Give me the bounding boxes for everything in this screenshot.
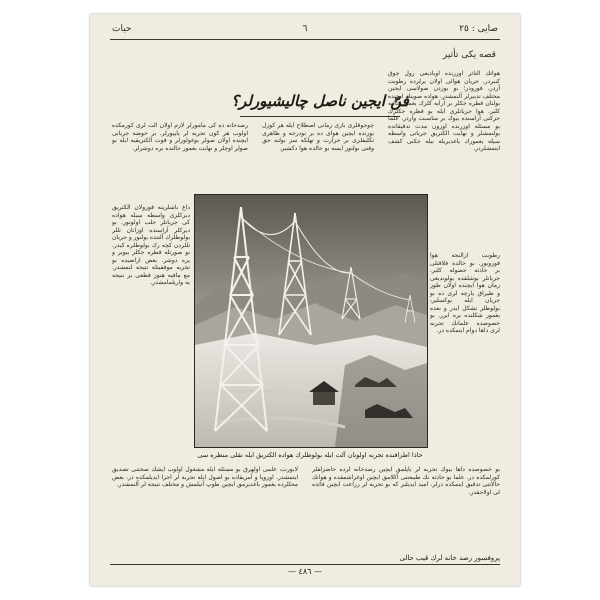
footer-page-number: — ٤٨٦ — — [288, 567, 322, 576]
header-magazine-name: حيات — [112, 24, 132, 34]
text-column-middle: چوجوقلرى بازى زمانى اصطلاح ايله هر كوزل يوزنده ايچين هواى ده بر بودرجه و ظاهرى تكليفلرى بر حرارت و تهلكه سز بولنه جق وقتى بولنور ايسه بو حالده هوا دكشير. — [262, 122, 374, 152]
photo-caption: حاذا اطرافنده تجربه اولونان آلت ايله بولوطلرك هواده الكتريق ايله نقلى منظره سى — [197, 451, 423, 459]
text-column-right: هواتك التاتر اوزرنده اوياديغى رول چوق كبيردر. جريان هوائى اولان يرلرده رطوبت آزدر، قورودر؛ بو يوزدن صولاسى ايجين مختلف تدبيرلر آلنمشدر. هواده صوينك ايچنده بولنان قطره جكلر بر آرايه كلرك يغمور حالنه كلير. هوا جريانلرى ايله بو قطره جكلرك حركتى آراسنده بيوك بر مناسبت واردر. علما بو مسئله اوزرنده اوزون مدت تدقيقاتده بولنمشلر و نهايت الكتريق جريانى واسطه سيله يغمورك ياغديريله بيله جكنى كشف ايتمشلردر. — [388, 70, 500, 152]
text-bottom-right: بو خصوصده داها بيوك تجربه لر ياپلمق ايچين رصدخانه لرده حاضرلقلر كورلمكده در. علما بو حادثه نك طبيعتنى آكلامق ايچين اوغراشمقده و هوانك حالاتنى تدقيق ايتمكده درلر. اميد ايديلير كه بو تجربه لر زراعت ايچين فائده لى اولاجقدر. — [312, 466, 500, 496]
text-column-left: رصدخانه ده كى مأمورلر لازم اولان آلت لرى كورمكده اولوب هر كون تجربه لر ياپيورلر. بر حوضه جريانى ايچنده اولان صولر بوغولورلر و قوت الكتريقيه ايله بو صولر اوچلر و نهايت يغمور حالنده يره دوشرلر. — [112, 122, 248, 152]
text-bottom-left: لابورت، علمى اولهرق بو مسئله ايله مشغول اولوب ايشك صحتنى تصديق ايتمشدر. اوروپا و آمريقاده بو اصول ايله تجربه لر اجرا ايديلمكده در. بعض محللرده يغمور ياغديرمق ايچين طوپ آتيلمش و مختلف نتيجه لر آلنمشدر. — [112, 466, 298, 488]
article-signature: پروفسور رصد خانه لرك قيب حالى — [399, 554, 500, 562]
header-rule — [110, 39, 500, 40]
text-column-left-lower: داغ باشلرينه قورولان الكتريق ديركلرى واسطه سيله هواده كى جريانلر جلب اولونور. بو ديركلر آراسنده اوزانان تللر بولوطلرك آلتنده بولنور و جريان تللردن كچه رك بولوطلره كيدر. بو صورتله قطره جكلر بيوير و يره دوشر. بعض اراضيده بو تجربه موفقيتله نتيجه لنمشدر. مع مافيه هنوز قطعى بر نتيجه يه واريلمامشدر. — [112, 204, 190, 286]
section-tag: قصه يكى تأثير — [442, 50, 496, 60]
header-page-number: ٦ — [302, 24, 308, 34]
header-issue-number: صايى : ٢٥ — [459, 24, 498, 34]
title-underline — [240, 116, 400, 117]
footer-rule — [110, 564, 500, 565]
article-photo — [194, 194, 428, 448]
article-title: فنّ ايجين ناصل چاليشيورلر؟ — [231, 92, 409, 110]
tower-photo-illustration — [195, 195, 427, 447]
text-column-right-lower: رطوبت آزالنجه هوا قورويور. بو حالده فلاقتلى بر حادثه حصوله كلير. جريانلر بوشلقده بولونديغى زمان هوا ايچنده اولان طوز و طپراق پارچه لرى ده بو جريان ايله يوكسلير، بولوطلر تشكل ايدر و بعده يغمور شكلنده يره ايرر. بو خصوصده علمانك تجربه لرى داها دوام ايتمكده در. — [430, 252, 500, 334]
magazine-page — [90, 14, 520, 586]
